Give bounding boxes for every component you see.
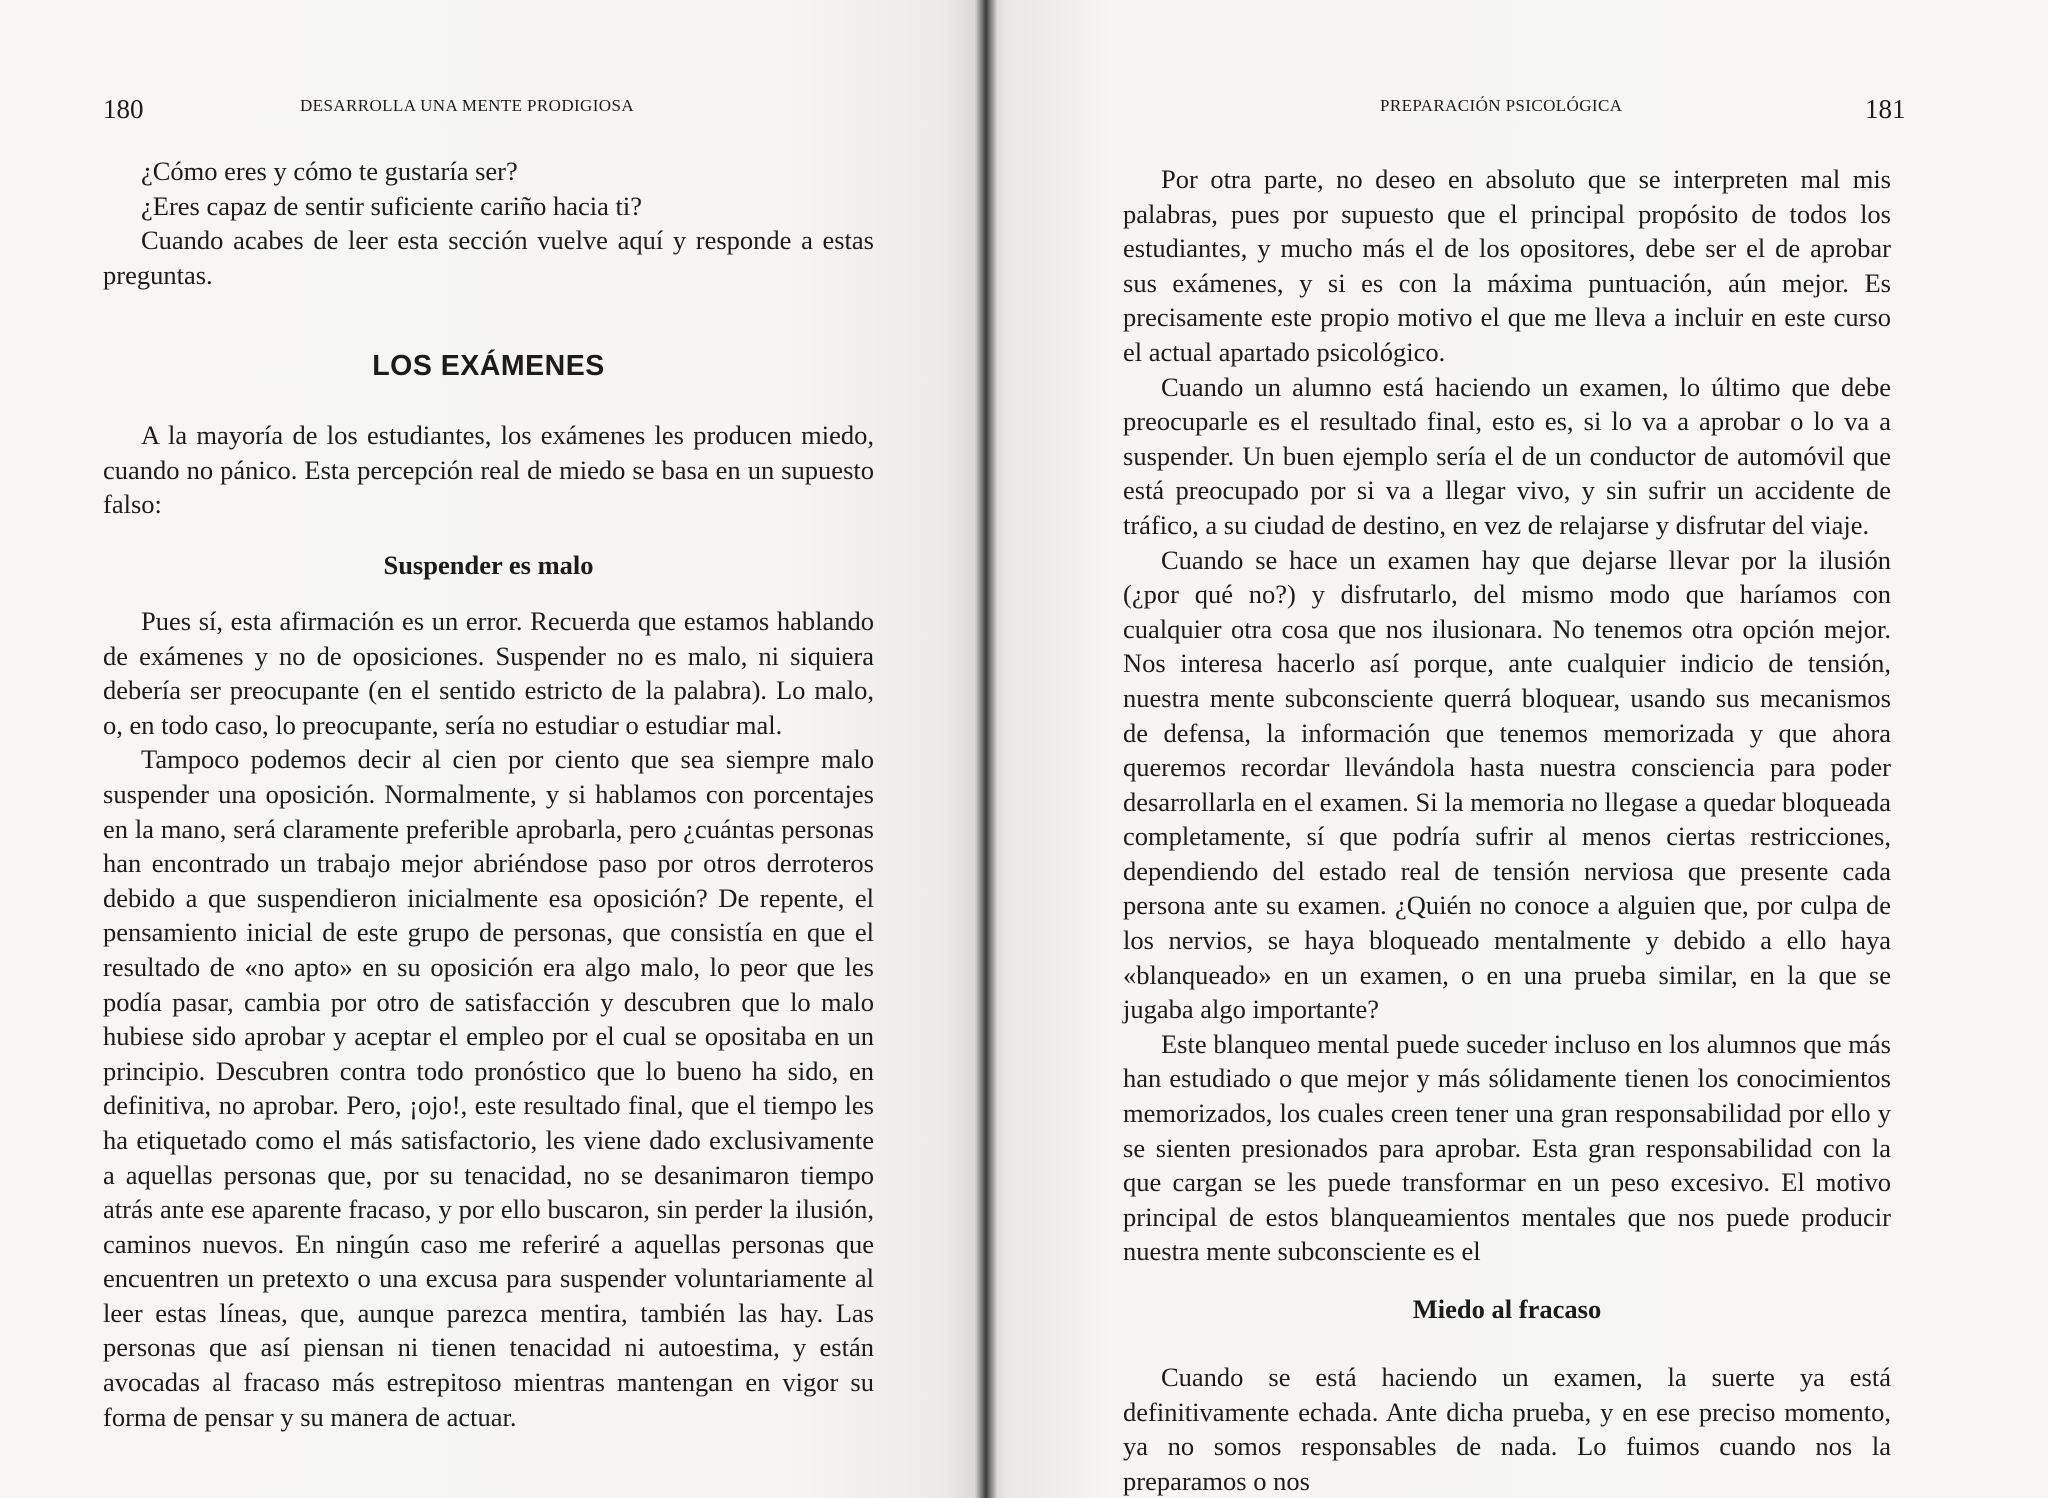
right-final-block — [1123, 1360, 1891, 1498]
left-paragraph-1: A la mayoría de los estudiantes, los exámenes les producen miedo, cuando no pánico. Esta percepción real de miedo se basa en un supuesto falso: — [103, 420, 874, 520]
left-body-block — [103, 604, 874, 1434]
left-running-head: DESARROLLA UNA MENTE PRODIGIOSA — [300, 96, 634, 115]
right-paragraph-2: Cuando un alumno está haciendo un examen, lo último que debe preocuparle es el resultado final, esto es, si lo va a aprobar o lo va a suspender. Un buen ejemplo sería el de un conductor de automóvil que está preocupado por si va a llegar vivo, y sin sufrir un accidente de tráfico, a su ciudad de destino, en vez de relajarse y disfrutar del viaje. — [1123, 371, 1891, 540]
right-paragraph-1: Por otra parte, no deseo en absoluto que se interpreten mal mis palabras, pues por supuesto que el principal propósito de todos los estudiantes, y mucho más el de los opositores, debe ser el de aprobar sus exámenes, y si es con la máxima puntuación, aún mejor. Es precisamente este propio motivo el que me lleva a incluir en este curso el actual apartado psicológico. — [1123, 164, 1891, 367]
book-gutter — [975, 0, 997, 1498]
left-paragraph-3: Tampoco podemos decir al cien por ciento que sea siempre malo suspender una oposición. Normalmente, y si hablamos con porcentajes en la mano, será claramente preferible aprobarla, pero ¿cuántas personas han encontrado un trabajo mejor abriéndose paso por otros derroteros debido a que suspendieron inicialmente esa oposición? De repente, el pensamiento inicial de este grupo de personas, que consistía en que el resultado de «no apto» en su oposición era algo malo, lo peor que les podía pasar, cambia por otro de satisfacción y descubren que lo malo hubiese sido aprobar y aceptar el empleo por el cual se opositaba en un principio. Descubren contra todo pronóstico que lo bueno ha sido, en definitiva, no aprobar. Pero, ¡ojo!, este resultado final, que el tiempo les ha etiquetado como el más satisfactorio, les viene dado exclusivamente a aquellas personas que, por su tenacidad, no se desanimaron tiempo atrás ante ese aparente fracaso, y por ello buscaron, sin perder la ilusión, caminos nuevos. En ningún caso me referiré a aquellas personas que encuentren un pretexto o una excusa para suspender voluntariamente al leer estas líneas, que, aunque parezca mentira, también las hay. Las personas que así piensan ni tienen tenacidad ni autoestima, y están avocadas al fracaso más estrepitoso mientras mantengan en vigor su forma de pensar y su manera de actuar. — [103, 744, 874, 1432]
right-body-block — [1123, 162, 1891, 1269]
right-paragraph-3: Cuando se hace un examen hay que dejarse llevar por la ilusión (¿por qué no?) y disfrutarlo, del mismo modo que haríamos con cualquier otra cosa que nos ilusionara. No tenemos otra opción mejor. Nos interesa hacerlo así porque, ante cualquier indicio de tensión, nuestra mente subconsciente querrá bloquear, usando sus mecanismos de defensa, la información que tenemos memorizada y que ahora queremos recordar llevándola hasta nuestra consciencia para poder desarrollarla en el examen. Si la memoria no llegase a quedar bloqueada completamente, sí que podría sufrir al menos ciertas restricciones, dependiendo del estado real de tensión nerviosa que presente cada persona ante su examen. ¿Quién no conoce a alguien que, por culpa de los nervios, se haya bloqueado mentalmente y debido a ello haya «blanqueado» en un examen, o en una prueba similar, en la que se jugaba algo importante? — [1123, 544, 1891, 1025]
left-paragraph-2: Pues sí, esta afirmación es un error. Recuerda que estamos hablando de exámenes y no de oposiciones. Suspender no es malo, ni siquiera debería ser preocupante (en el sentido estricto de la palabra). Lo malo, o, en todo caso, lo preocupante, sería no estudiar o estudiar mal. — [103, 606, 874, 740]
left-page-number: 180 — [103, 94, 144, 124]
right-page-number: 181 — [1865, 94, 1906, 124]
right-paragraph-5: Cuando se está haciendo un examen, la suerte ya está definitivamente echada. Ante dicha prueba, y en ese preciso momento, ya no somos responsables de nada. Lo fuimos cuando nos la preparamos o nos — [1123, 1362, 1891, 1496]
left-subheading: Suspender es malo — [383, 550, 594, 580]
left-page — [0, 0, 985, 1498]
section-heading: LOS EXÁMENES — [372, 350, 605, 382]
intro-question-1: ¿Cómo eres y cómo te gustaría ser? — [141, 156, 518, 186]
right-subheading: Miedo al fracaso — [1412, 1294, 1602, 1324]
right-running-head: PREPARACIÓN PSICOLÓGICA — [1380, 96, 1623, 115]
left-para-1-block — [103, 418, 874, 522]
intro-question-2: ¿Eres capaz de sentir suficiente cariño hacia ti? — [141, 190, 643, 221]
intro-instruction: Cuando acabes de leer esta sección vuelve aquí y responde a estas preguntas. — [103, 225, 874, 290]
left-intro-block — [103, 154, 874, 292]
right-page — [985, 0, 2048, 1498]
right-paragraph-4: Este blanqueo mental puede suceder incluso en los alumnos que más han estudiado o que mejor y más sólidamente tienen los conocimientos memorizados, los cuales creen tener una gran responsabilidad por ello y se sienten presionados para aprobar. Esta gran responsabilidad con la que cargan se les puede transformar en un peso excesivo. El motivo principal de estos blanqueamientos mentales que nos puede producir nuestra mente subconsciente es el — [1123, 1028, 1891, 1267]
